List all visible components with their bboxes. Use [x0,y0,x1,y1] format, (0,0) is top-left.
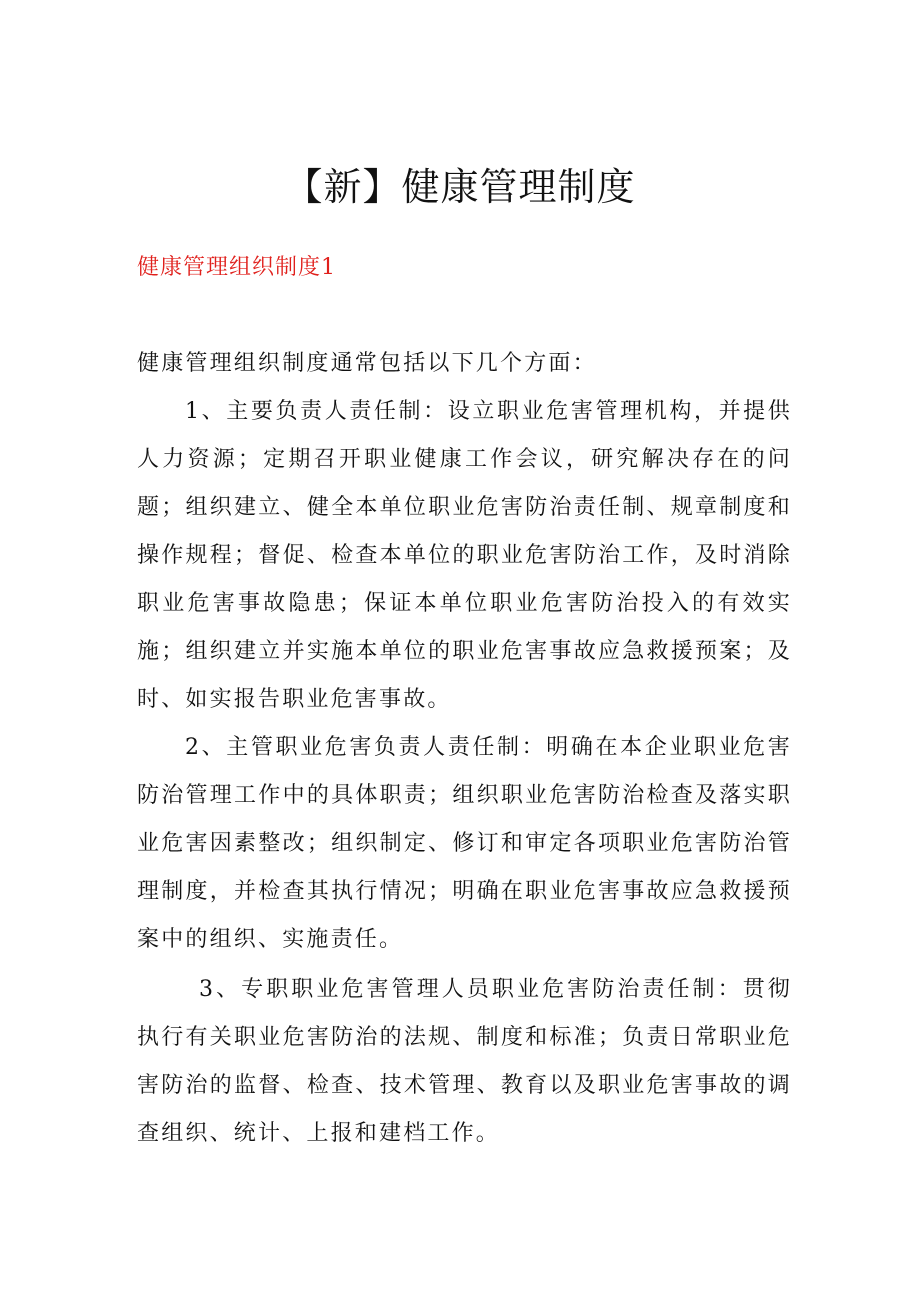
paragraph-2: 2、主管职业危害负责人责任制：明确在本企业职业危害防治管理工作中的具体职责；组织职业危害防治检查及落实职业危害因素整改；组织制定、修订和审定各项职业危害防治管理制度，并检查其执行情况；明确在职业危害事故应急救援预案中的组织、实施责任。 [137,735,792,952]
document-title: 【新】健康管理制度 [284,165,636,210]
intro-paragraph: 健康管理组织制度通常包括以下几个方面： [137,351,597,376]
paragraph-1: 1、主要负责人责任制：设立职业危害管理机构，并提供人力资源；定期召开职业健康工作会议，研究解决存在的问题；组织建立、健全本单位职业危害防治责任制、规章制度和操作规程；督促、检查本单位的职业危害防治工作，及时消除职业危害事故隐患；保证本单位职业危害防治投入的有效实施；组织建立并实施本单位的职业危害事故应急救援预案；及时、如实报告职业危害事故。 [137,399,792,712]
section-heading: 健康管理组织制度1 [137,255,336,280]
paragraph-3: 3、专职职业危害管理人员职业危害防治责任制：贯彻执行有关职业危害防治的法规、制度和标准；负责日常职业危害防治的监督、检查、技术管理、教育以及职业危害事故的调查组织、统计、上报和建档工作。 [137,977,792,1146]
